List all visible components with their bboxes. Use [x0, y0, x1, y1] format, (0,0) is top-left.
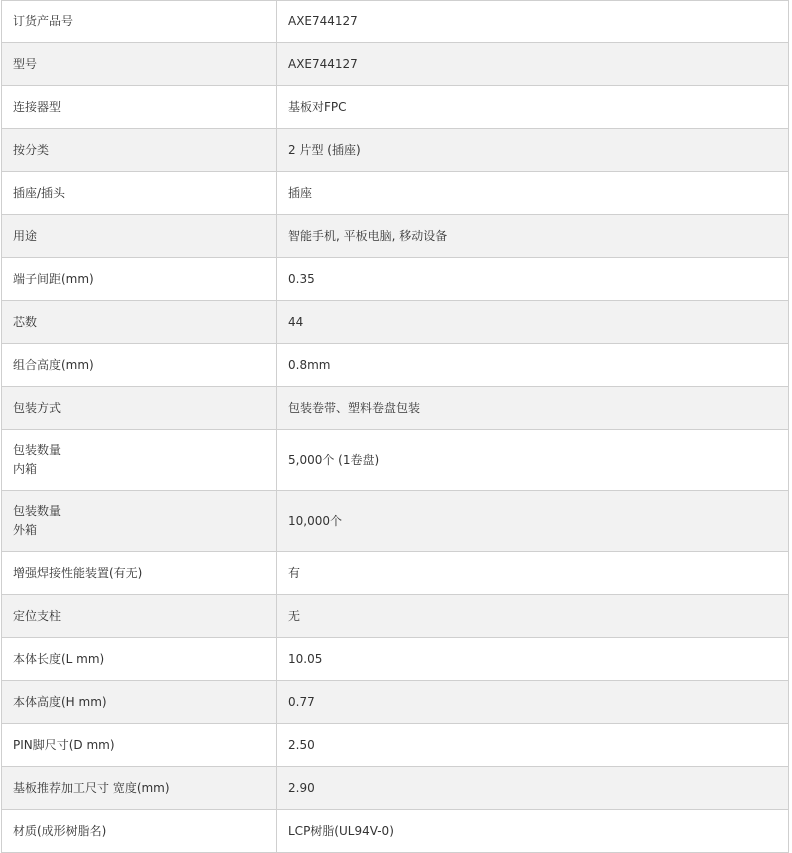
spec-label	[2, 430, 277, 491]
table-row	[2, 767, 789, 810]
spec-label	[2, 595, 277, 638]
spec-label-line: 插座/插头	[13, 185, 66, 200]
spec-value: 10,000个	[277, 491, 789, 552]
table-row	[2, 301, 789, 344]
spec-label	[2, 344, 277, 387]
spec-label	[2, 43, 277, 86]
spec-label	[2, 215, 277, 258]
spec-value: 5,000个 (1卷盘)	[277, 430, 789, 491]
spec-label	[2, 810, 277, 853]
spec-value: 2.50	[277, 724, 789, 767]
spec-label-line: 包装数量	[13, 443, 62, 457]
spec-value: 2 片型 (插座)	[277, 129, 789, 172]
spec-label-line: 包装方式	[13, 400, 62, 415]
spec-label	[2, 86, 277, 129]
spec-label-line: 增强焊接性能装置(有无)	[13, 565, 143, 580]
spec-value: 0.35	[277, 258, 789, 301]
table-row	[2, 638, 789, 681]
spec-label	[2, 552, 277, 595]
table-row	[2, 1, 789, 43]
spec-label-line: 订货产品号	[13, 14, 74, 28]
table-row	[2, 552, 789, 595]
spec-label-line: 包装数量	[13, 504, 62, 518]
spec-label-line: 定位支柱	[13, 608, 62, 623]
table-row	[2, 724, 789, 767]
spec-label-line: 型号	[13, 56, 38, 71]
spec-table	[1, 0, 789, 853]
spec-value: AXE744127	[277, 1, 789, 43]
spec-value: LCP树脂(UL94V-0)	[277, 810, 789, 853]
spec-value: AXE744127	[277, 43, 789, 86]
spec-value: 44	[277, 301, 789, 344]
spec-label-line: 用途	[13, 228, 38, 243]
spec-value: 有	[277, 552, 789, 595]
spec-label	[2, 387, 277, 430]
spec-label-line: 芯数	[13, 314, 38, 329]
spec-value: 0.8mm	[277, 344, 789, 387]
spec-value: 10.05	[277, 638, 789, 681]
table-row	[2, 595, 789, 638]
spec-label	[2, 638, 277, 681]
spec-label	[2, 172, 277, 215]
spec-label-line: 连接器型	[13, 99, 62, 114]
table-row	[2, 258, 789, 301]
table-row	[2, 172, 789, 215]
table-row	[2, 430, 789, 491]
table-row	[2, 387, 789, 430]
spec-label-line: 外箱	[13, 523, 38, 537]
spec-label	[2, 767, 277, 810]
spec-label-line: 按分类	[13, 142, 50, 157]
table-row	[2, 681, 789, 724]
spec-label	[2, 1, 277, 43]
table-row	[2, 344, 789, 387]
spec-value: 插座	[277, 172, 789, 215]
spec-label-line: 本体高度(H mm)	[13, 694, 107, 709]
table-row	[2, 43, 789, 86]
spec-label-line: 端子间距(mm)	[13, 271, 94, 286]
table-row	[2, 129, 789, 172]
table-row	[2, 215, 789, 258]
spec-value: 2.90	[277, 767, 789, 810]
spec-label-line: 材质(成形树脂名)	[13, 823, 107, 838]
spec-value: 智能手机, 平板电脑, 移动设备	[277, 215, 789, 258]
table-row	[2, 810, 789, 853]
spec-label	[2, 301, 277, 344]
table-row	[2, 86, 789, 129]
spec-label	[2, 129, 277, 172]
spec-value: 无	[277, 595, 789, 638]
spec-value: 基板对FPC	[277, 86, 789, 129]
spec-value: 0.77	[277, 681, 789, 724]
spec-label-line: 基板推荐加工尺寸 宽度(mm)	[13, 780, 170, 795]
spec-label-line: 组合高度(mm)	[13, 357, 94, 372]
spec-label	[2, 491, 277, 552]
spec-value: 包装卷带、塑料卷盘包装	[277, 387, 789, 430]
spec-label-line: 本体长度(L mm)	[13, 651, 105, 666]
spec-label	[2, 724, 277, 767]
table-row	[2, 491, 789, 552]
spec-label-line: PIN脚尺寸(D mm)	[13, 737, 115, 752]
spec-label-line: 内箱	[13, 462, 38, 476]
spec-label	[2, 681, 277, 724]
spec-label	[2, 258, 277, 301]
